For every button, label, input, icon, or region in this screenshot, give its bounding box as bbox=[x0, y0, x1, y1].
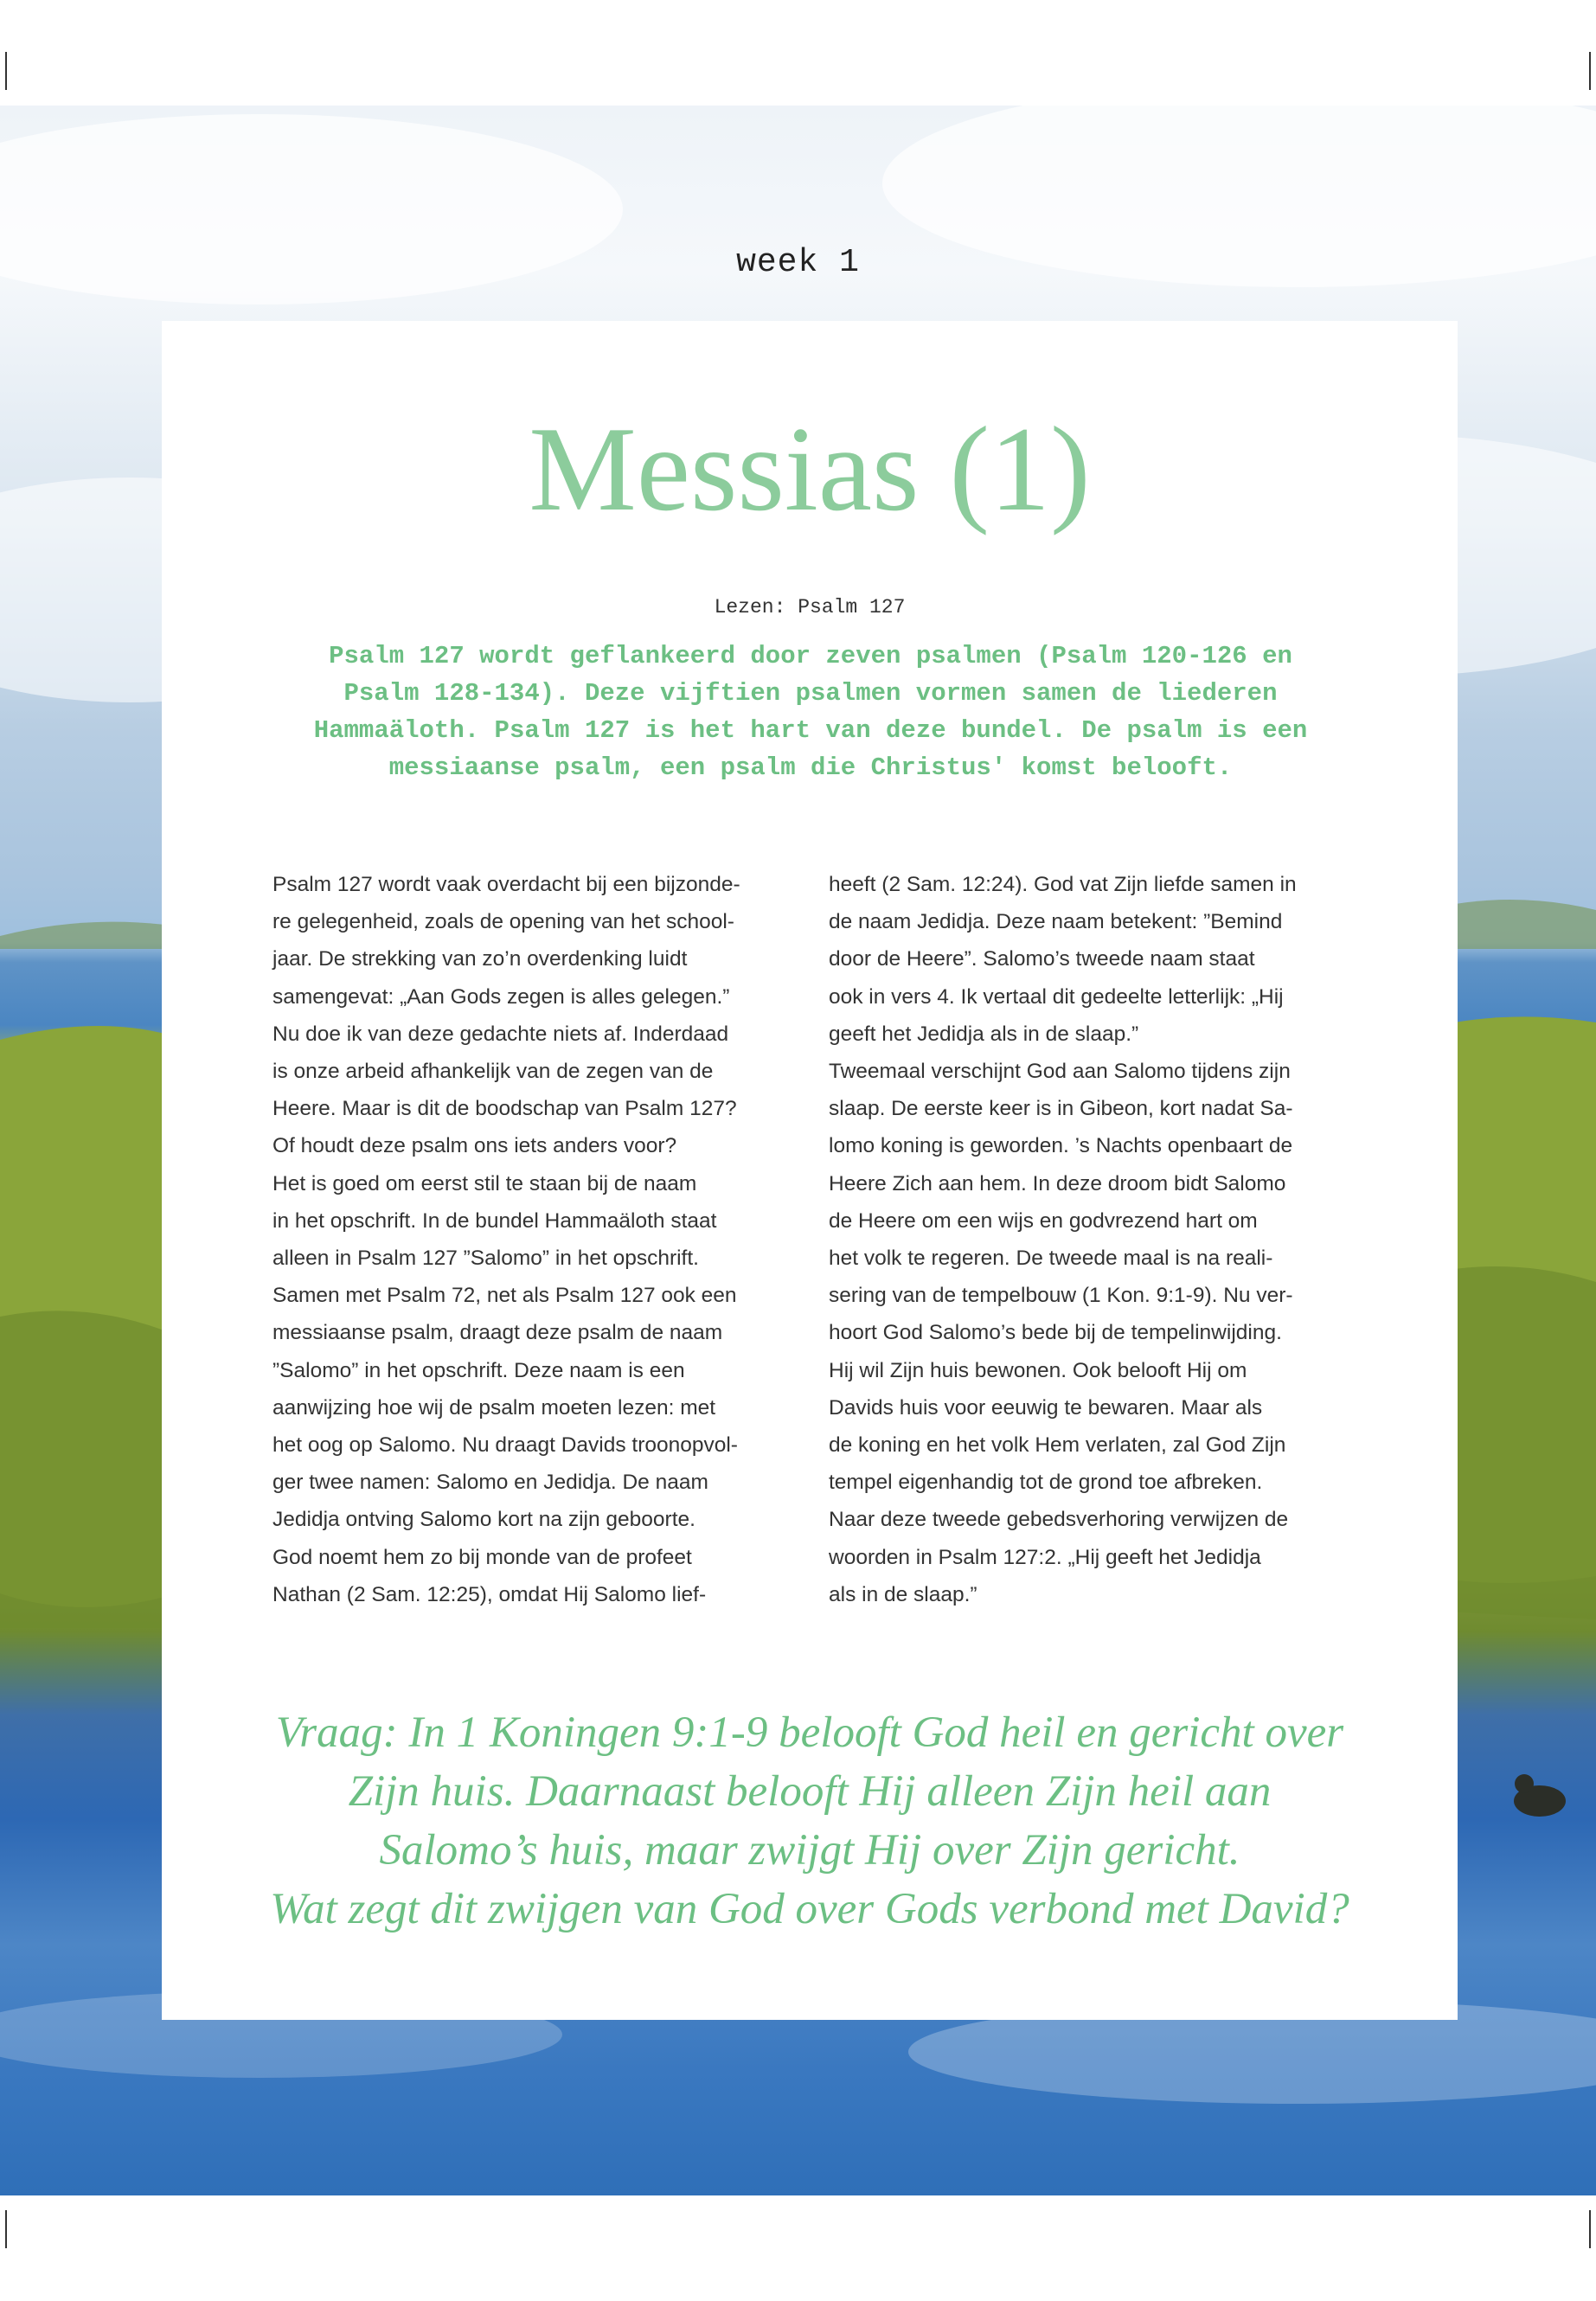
question-line: Vraag: In 1 Koningen 9:1-9 belooft God heil en gericht over bbox=[275, 1708, 1344, 1757]
body-line: messiaanse psalm, draagt deze psalm de naam bbox=[272, 1321, 723, 1345]
reflection-question bbox=[162, 1703, 1458, 1939]
body-column-left bbox=[272, 866, 792, 1613]
body-line: alleen in Psalm 127 ”Salomo” in het opschrift. bbox=[272, 1247, 699, 1271]
body-line: lomo koning is geworden. ’s Nachts openbaart de bbox=[829, 1134, 1293, 1158]
intro-line: Psalm 127 wordt geflankeerd door zeven psalmen (Psalm 120-126 en bbox=[329, 642, 1292, 670]
body-line: ”Salomo” in het opschrift. Deze naam is een bbox=[272, 1358, 685, 1382]
body-line: samengevat: „Aan Gods zegen is alles gelegen.” bbox=[272, 984, 730, 1009]
question-line: Wat zegt dit zwijgen van God over Gods verbond met David? bbox=[270, 1885, 1349, 1933]
intro-line: Hammaäloth. Psalm 127 is het hart van deze bundel. De psalm is een bbox=[313, 716, 1308, 745]
body-line: in het opschrift. In de bundel Hammaäloth staat bbox=[272, 1208, 717, 1233]
question-line: Salomo’s huis, maar zwijgt Hij over Zijn gericht. bbox=[379, 1826, 1240, 1875]
body-line: Nu doe ik van deze gedachte niets af. Inderdaad bbox=[272, 1022, 729, 1046]
intro-line: Psalm 128-134). Deze vijftien psalmen vormen samen de liederen bbox=[343, 679, 1278, 708]
body-line: Heere. Maar is dit de boodschap van Psalm 127? bbox=[272, 1097, 737, 1121]
body-line: God noemt hem zo bij monde van de profeet bbox=[272, 1545, 692, 1569]
body-line: aanwijzing hoe wij de psalm moeten lezen: met bbox=[272, 1395, 716, 1420]
body-line: hoort God Salomo’s bede bij de tempelinwijding. bbox=[829, 1321, 1282, 1345]
body-line: jaar. De strekking van zo’n overdenking luidt bbox=[272, 947, 688, 971]
body-line: sering van de tempelbouw (1 Kon. 9:1-9). Nu ver- bbox=[829, 1284, 1293, 1308]
body-line: het volk te regeren. De tweede maal is na reali- bbox=[829, 1247, 1273, 1271]
body-line: Jedidja ontving Salomo kort na zijn geboorte. bbox=[272, 1508, 695, 1532]
body-line: heeft (2 Sam. 12:24). God vat Zijn liefde samen in bbox=[829, 873, 1297, 896]
body-line: Nathan (2 Sam. 12:25), omdat Hij Salomo lief- bbox=[272, 1582, 707, 1606]
week-label: week 1 bbox=[736, 244, 860, 281]
body-line: Davids huis voor eeuwig te bewaren. Maar als bbox=[829, 1395, 1263, 1420]
body-line: geeft het Jedidja als in de slaap.” bbox=[829, 1022, 1139, 1046]
body-line: woorden in Psalm 127:2. „Hij geeft het Jedidja bbox=[829, 1545, 1261, 1569]
body-line: Het is goed om eerst stil te staan bij de naam bbox=[272, 1171, 697, 1195]
body-line: de koning en het volk Hem verlaten, zal God Zijn bbox=[829, 1433, 1286, 1458]
body-line: Heere Zich aan hem. In deze droom bidt Salomo bbox=[829, 1171, 1286, 1195]
page-title: Messias (1) bbox=[529, 402, 1091, 536]
body-line: Naar deze tweede gebedsverhoring verwijzen de bbox=[829, 1508, 1289, 1532]
body-line: de naam Jedidja. Deze naam betekent: ”Bemind bbox=[829, 910, 1283, 934]
content-card bbox=[162, 321, 1458, 2020]
crop-mark-bottom-left bbox=[5, 2210, 7, 2248]
body-column-right bbox=[829, 866, 1348, 1613]
body-line: het oog op Salomo. Nu draagt Davids troonopvol- bbox=[272, 1433, 738, 1458]
crop-mark-top-left bbox=[5, 52, 7, 90]
body-line: re gelegenheid, zoals de opening van het school- bbox=[272, 910, 734, 934]
body-line: Psalm 127 wordt vaak overdacht bij een bijzonde- bbox=[272, 873, 740, 896]
body-line: ger twee namen: Salomo en Jedidja. De naam bbox=[272, 1471, 708, 1495]
body-line: ook in vers 4. Ik vertaal dit gedeelte letterlijk: „Hij bbox=[829, 984, 1284, 1009]
body-line: is onze arbeid afhankelijk van de zegen van de bbox=[272, 1060, 714, 1084]
body-line: Hij wil Zijn huis bewonen. Ook belooft Hij om bbox=[829, 1358, 1247, 1382]
body-line: als in de slaap.” bbox=[829, 1582, 977, 1606]
body-line: tempel eigenhandig tot de grond toe afbreken. bbox=[829, 1471, 1263, 1495]
question-line: Zijn huis. Daarnaast belooft Hij alleen Zijn heil aan bbox=[348, 1767, 1272, 1816]
body-line: slaap. De eerste keer is in Gibeon, kort nadat Sa- bbox=[829, 1097, 1293, 1121]
intro-paragraph bbox=[248, 638, 1373, 786]
body-line: Samen met Psalm 72, net als Psalm 127 ook een bbox=[272, 1284, 737, 1308]
crop-mark-bottom-right bbox=[1589, 2210, 1591, 2248]
body-line: de Heere om een wijs en godvrezend hart om bbox=[829, 1208, 1258, 1233]
body-line: door de Heere”. Salomo’s tweede naam staat bbox=[829, 947, 1255, 971]
crop-mark-top-right bbox=[1589, 52, 1591, 90]
reading-reference: Lezen: Psalm 127 bbox=[714, 596, 906, 619]
intro-line: messiaanse psalm, een psalm die Christus' komst belooft. bbox=[388, 753, 1233, 782]
body-line: Of houdt deze psalm ons iets anders voor? bbox=[272, 1134, 677, 1158]
body-line: Tweemaal verschijnt God aan Salomo tijdens zijn bbox=[829, 1060, 1291, 1084]
